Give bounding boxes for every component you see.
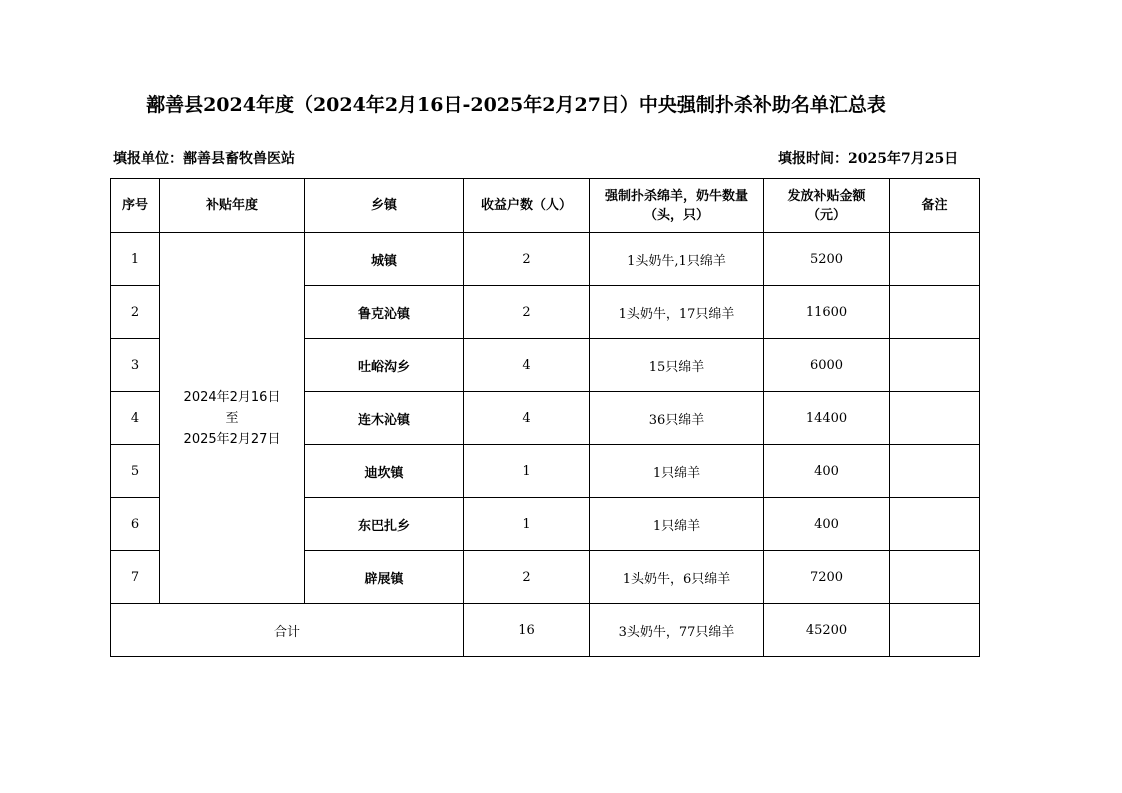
total-households: 16 (464, 604, 590, 657)
document-title (0, 90, 1122, 117)
total-remarks (890, 604, 980, 657)
row-households: 2 (464, 286, 590, 339)
row-culled: 36只绵羊 (590, 392, 764, 445)
row-seq: 1 (111, 233, 160, 286)
row-amount: 7200 (764, 551, 890, 604)
header-amount-line2: （元） (806, 207, 846, 223)
row-culled: 1只绵羊 (590, 498, 764, 551)
reporting-unit (113, 148, 295, 168)
row-town: 城镇 (305, 233, 464, 286)
row-households: 1 (464, 445, 590, 498)
row-remarks (890, 445, 980, 498)
header-amount-line1: 发放补贴金额 (787, 188, 866, 204)
subsidy-period (160, 233, 305, 604)
reporting-unit-label: 填报单位： (113, 151, 183, 167)
row-remarks (890, 551, 980, 604)
total-culled: 3头奶牛，77只绵羊 (590, 604, 764, 657)
row-households: 4 (464, 339, 590, 392)
period-to: 至 (225, 410, 239, 426)
header-town: 乡镇 (305, 179, 464, 233)
row-town: 迪坎镇 (305, 445, 464, 498)
row-town: 辟展镇 (305, 551, 464, 604)
row-amount: 5200 (764, 233, 890, 286)
row-town: 东巴扎乡 (305, 498, 464, 551)
period-start: 2024年2月16日 (183, 389, 281, 405)
row-households: 1 (464, 498, 590, 551)
header-culled (590, 179, 764, 233)
row-amount: 11600 (764, 286, 890, 339)
row-town: 吐峪沟乡 (305, 339, 464, 392)
period-end: 2025年2月27日 (183, 431, 281, 447)
row-remarks (890, 392, 980, 445)
row-seq: 3 (111, 339, 160, 392)
report-time-value: 2025年7月25日 (848, 151, 959, 167)
row-culled: 1头奶牛,1只绵羊 (590, 233, 764, 286)
row-seq: 7 (111, 551, 160, 604)
subsidy-summary-table (110, 178, 980, 657)
report-time (778, 148, 958, 168)
row-households: 2 (464, 233, 590, 286)
header-amount (764, 179, 890, 233)
row-remarks (890, 286, 980, 339)
row-culled: 1头奶牛，17只绵羊 (590, 286, 764, 339)
row-amount: 400 (764, 498, 890, 551)
header-culled-line2: （头，只） (643, 207, 709, 223)
row-amount: 6000 (764, 339, 890, 392)
header-year: 补贴年度 (160, 179, 305, 233)
total-label: 合计 (111, 604, 464, 657)
header-culled-line1: 强制扑杀绵羊，奶牛数量 (604, 188, 748, 204)
document-title-text: 鄯善县2024年度（2024年2月16日-2025年2月27日）中央强制扑杀补助名单汇总表 (146, 94, 886, 116)
row-amount: 14400 (764, 392, 890, 445)
header-households: 收益户数（人） (464, 179, 590, 233)
row-culled: 15只绵羊 (590, 339, 764, 392)
row-culled: 1头奶牛，6只绵羊 (590, 551, 764, 604)
table-header-row (111, 179, 980, 233)
row-town: 连木沁镇 (305, 392, 464, 445)
header-seq: 序号 (111, 179, 160, 233)
row-households: 4 (464, 392, 590, 445)
row-remarks (890, 339, 980, 392)
table-row (111, 233, 980, 286)
row-households: 2 (464, 551, 590, 604)
row-seq: 5 (111, 445, 160, 498)
row-town: 鲁克沁镇 (305, 286, 464, 339)
row-culled: 1只绵羊 (590, 445, 764, 498)
header-remarks: 备注 (890, 179, 980, 233)
reporting-unit-value: 鄯善县畜牧兽医站 (183, 151, 295, 167)
row-remarks (890, 498, 980, 551)
row-amount: 400 (764, 445, 890, 498)
row-seq: 6 (111, 498, 160, 551)
total-amount: 45200 (764, 604, 890, 657)
row-seq: 2 (111, 286, 160, 339)
row-remarks (890, 233, 980, 286)
total-row (111, 604, 980, 657)
row-seq: 4 (111, 392, 160, 445)
report-time-label: 填报时间： (778, 151, 848, 167)
